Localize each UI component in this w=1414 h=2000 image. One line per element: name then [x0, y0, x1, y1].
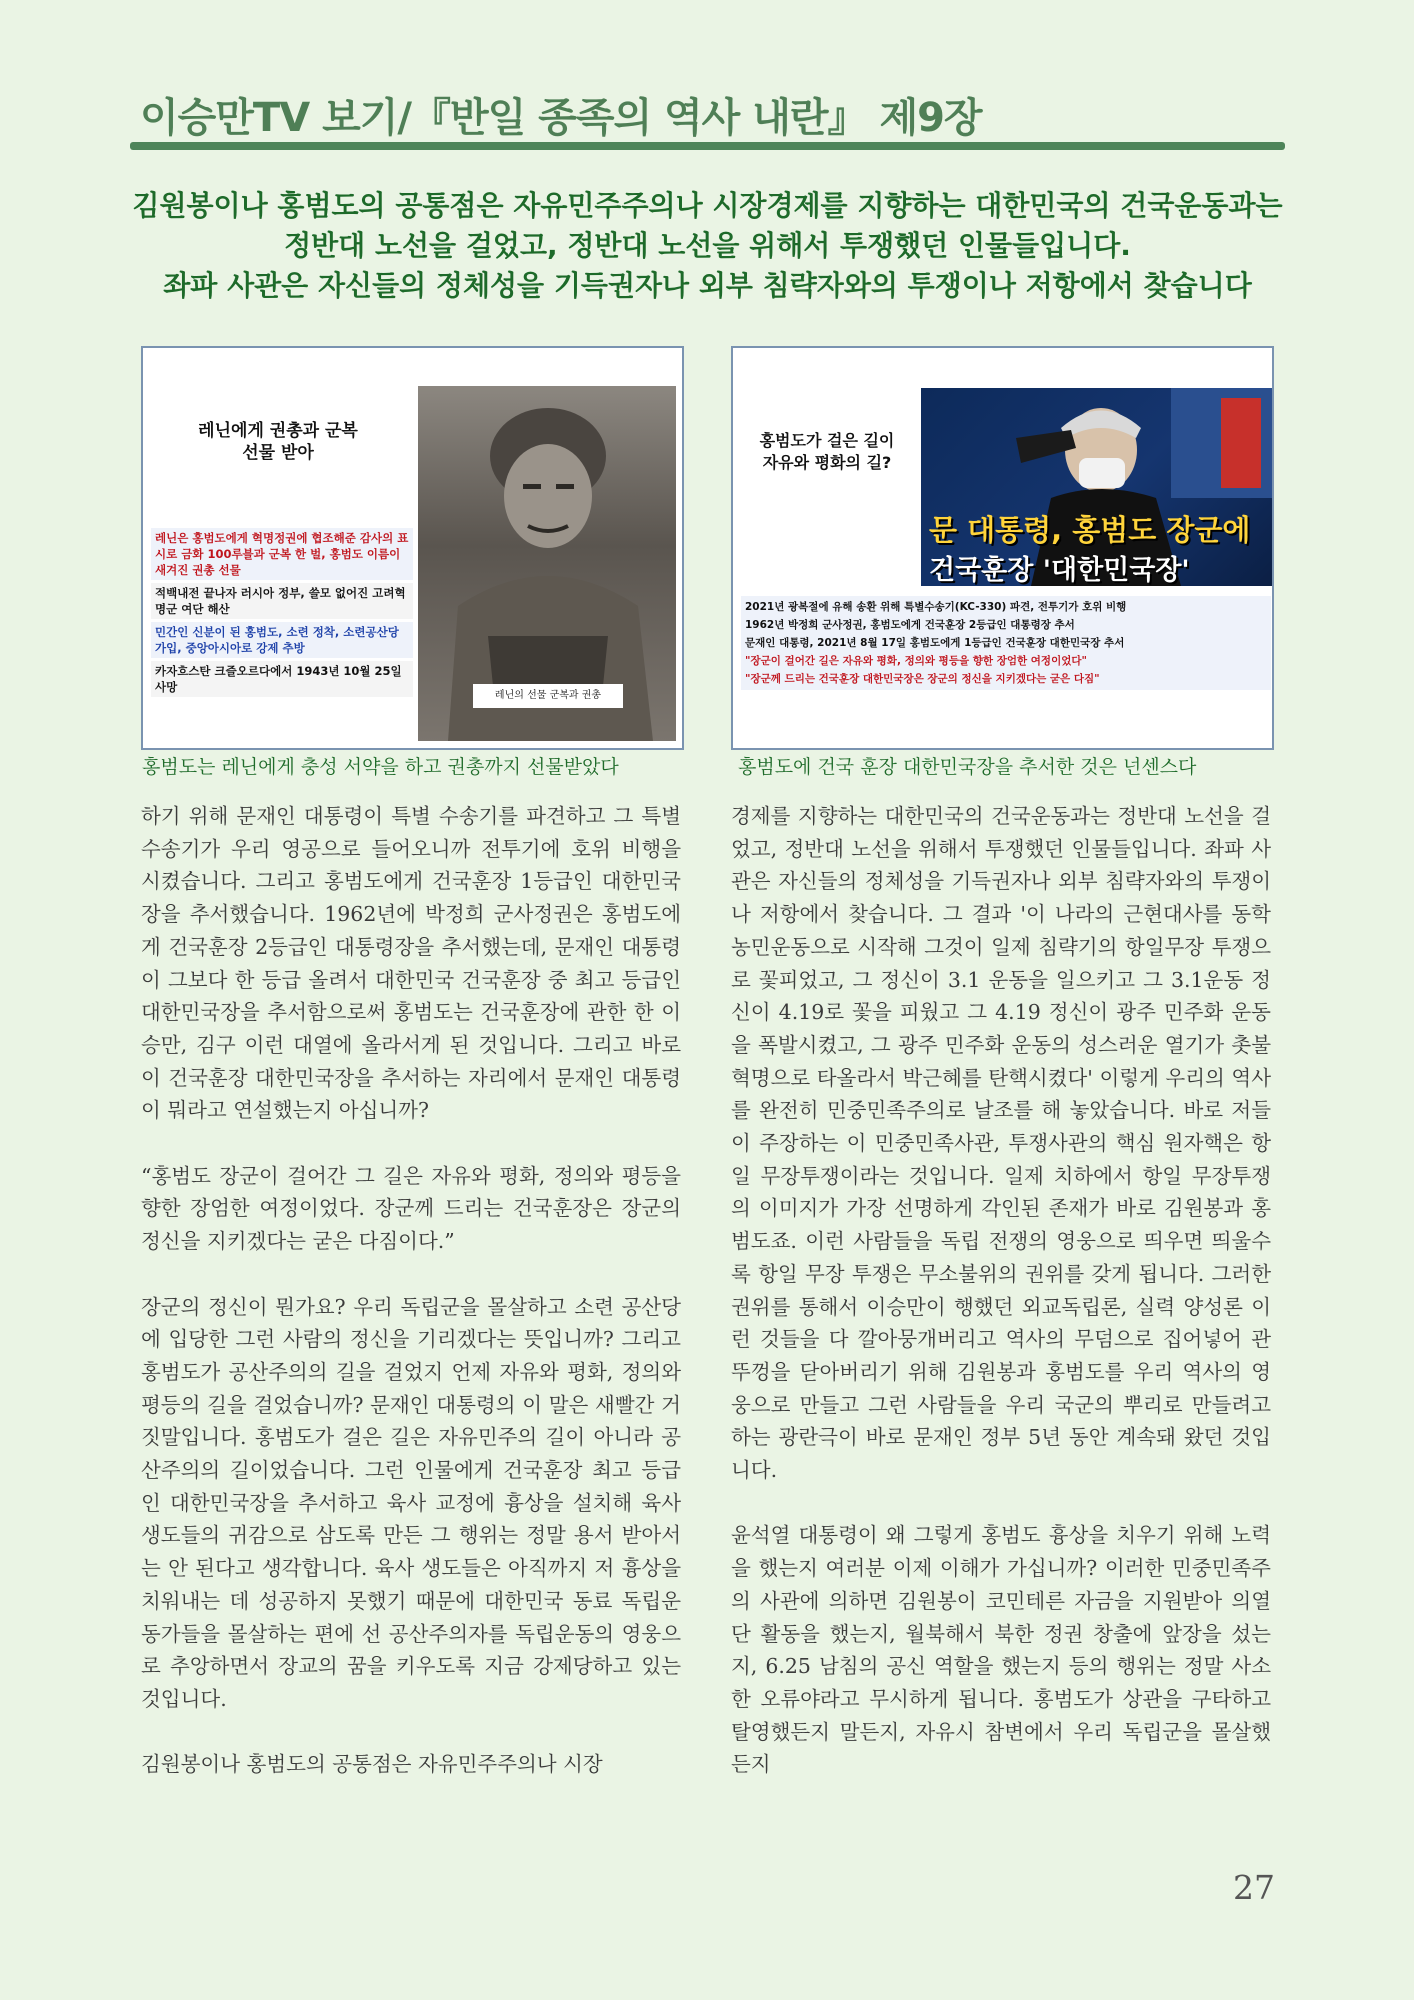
slide-note: 1962년 박정희 군사정권, 홍범도에게 건국훈장 2등급인 대통령장 추서	[745, 619, 1075, 631]
news-banner-line1: 문 대통령, 홍범도 장군에	[929, 513, 1251, 547]
slide-note: 민간인 신분이 된 홍범도, 소련 정착, 소련공산당 가입, 중앙아시아로 강제 추방	[151, 622, 413, 658]
slide-note: 카자흐스탄 크즐오르다에서 1943년 10월 25일 사망	[151, 661, 413, 697]
header-divider	[130, 142, 1285, 150]
body-paragraph: “홍범도 장군이 걸어간 그 길은 자유와 평화, 정의와 평등을 향한 장엄한 여정이었다. 장군께 드리는 건국훈장은 장군의 정신을 지키겠다는 굳은 다짐이다.”	[141, 1163, 681, 1254]
figure-caption: 홍범도에 건국 훈장 대한민국장을 추서한 것은 넌센스다	[738, 756, 1197, 778]
slide-note: 2021년 광복절에 유해 송환 위해 특별수송기(KC-330) 파견, 전투기가 호위 비행	[745, 601, 1127, 613]
photo-caption: 레닌의 선물 군복과 권총	[473, 684, 623, 708]
figure-caption: 홍범도는 레닌에게 충성 서약을 하고 권총까지 선물받았다	[142, 756, 619, 778]
slide-notes	[151, 528, 413, 700]
headline-line: 좌파 사관은 자신들의 정체성을 기득권자나 외부 침략자와의 투쟁이나 저항에서 찾습니다	[163, 269, 1252, 302]
body-column-left	[141, 800, 681, 1814]
body-column-right	[731, 800, 1271, 1814]
slide-title: 레닌에게 권총과 군복 선물 받아	[198, 421, 358, 463]
body-paragraph: 윤석열 대통령이 왜 그렇게 홍범도 흉상을 치우기 위해 노력을 했는지 여러분 이제 이해가 가십니까? 이러한 민중민족주의 사관에 의하면 김원봉이 코민테른 자금을 지원받아 의열단 활동을 했는지, 월북해서 북한 정권 창출에 앞장을 섰는지, 6.25 남침의 공신 역할을 했는지 등의 행위는 정말 사소한 오류야라고 무시하게 됩니다. 홍범도가 상관을 구타하고 탈영했든지 말든지, 자유시 참변에서 우리 독립군을 몰살했든지	[731, 1523, 1271, 1777]
slide-note: 문재인 대통령, 2021년 8월 17일 홍범도에게 1등급인 건국훈장 대한민국장 추서	[745, 637, 1125, 649]
body-paragraph: 김원봉이나 홍범도의 공통점은 자유민주주의나 시장	[141, 1752, 603, 1777]
slide-notes	[741, 596, 1271, 690]
news-screenshot	[921, 388, 1272, 586]
news-banner-line2: 건국훈장 '대한민국장'	[929, 555, 1190, 586]
left-figure-image	[141, 346, 684, 750]
slide-quote: "장군이 걸어간 길은 자유와 평화, 정의와 평등을 향한 장엄한 여정이었다"	[745, 655, 1087, 667]
series-title: 이승만TV 보기/『반일 종족의 역사 내란』 제9장	[140, 95, 982, 141]
headline-line: 김원봉이나 홍범도의 공통점은 자유민주주의나 시장경제를 지향하는 대한민국의 건국운동과는	[132, 189, 1283, 222]
slide-quote: "장군께 드리는 건국훈장 대한민국장은 장군의 정신을 지키겠다는 굳은 다짐"	[745, 673, 1100, 685]
slide-note: 적백내전 끝나자 러시아 정부, 쓸모 없어진 고려혁명군 여단 해산	[151, 583, 413, 619]
slide-question: 홍범도가 걸은 길이 자유와 평화의 길?	[759, 431, 895, 472]
body-paragraph: 장군의 정신이 뭔가요? 우리 독립군을 몰살하고 소련 공산당에 입당한 그런 사람의 정신을 기리겠다는 뜻입니까? 그리고 홍범도가 공산주의의 길을 걸었지 언제 자유와 평화, 정의와 평등의 길을 걸었습니까? 문재인 대통령의 이 말은 새빨간 거짓말입니다. 홍범도가 걸은 길은 자유민주의 길이 아니라 공산주의의 길이었습니다. 그런 인물에게 건국훈장 최고 등급인 대한민국장을 추서하고 육사 교정에 흉상을 설치해 육사 생도들의 귀감으로 삼도록 만든 그 행위는 정말 용서 받아서는 안 된다고 생각합니다. 육사 생도들은 아직까지 저 흉상을 치워내는 데 성공하지 못했기 때문에 대한민국 동료 독립운동가들을 몰살하는 편에 선 공산주의자를 독립운동의 영웅으로 추앙하면서 장교의 꿈을 키우도록 지금 강제당하고 있는 것입니다.	[141, 1294, 681, 1711]
slide-note: 레닌은 홍범도에게 혁명정권에 협조해준 감사의 표시로 금화 100루블과 군복 한 벌, 홍범도 이름이 새겨진 권총 선물	[151, 528, 413, 580]
body-paragraph: 하기 위해 문재인 대통령이 특별 수송기를 파견하고 그 특별 수송기가 우리 영공으로 들어오니까 전투기에 호위 비행을 시켰습니다. 그리고 홍범도에게 건국훈장 1등급인 대한민국장을 추서했습니다. 1962년에 박정희 군사정권은 홍범도에게 건국훈장 2등급인 대통령장을 추서했는데, 문재인 대통령이 그보다 한 등급 올려서 대한민국 건국훈장 중 최고 등급인 대한민국장을 추서함으로써 홍범도는 건국훈장에 관한 한 이승만, 김구 이런 대열에 올라서게 된 것입니다. 그리고 바로 이 건국훈장 대한민국장을 추서하는 자리에서 문재인 대통령이 뭐라고 연설했는지 아십니까?	[141, 804, 681, 1123]
body-paragraph: 경제를 지향하는 대한민국의 건국운동과는 정반대 노선을 걸었고, 정반대 노선을 위해서 투쟁했던 인물들입니다. 좌파 사관은 자신들의 정체성을 기득권자나 외부 침략자와의 투쟁이나 저항에서 찾습니다. 그 결과 '이 나라의 근현대사를 동학 농민운동으로 시작해 그것이 일제 침략기의 항일무장 투쟁으로 꽃피었고, 그 정신이 3.1 운동을 일으키고 그 3.1운동 정신이 4.19로 꽃을 피웠고 그 4.19 정신이 광주 민주화 운동을 폭발시켰고, 그 광주 민주화 운동의 성스러운 열기가 촛불 혁명으로 타올라서 박근혜를 탄핵시켰다' 이렇게 우리의 역사를 완전히 민중민족주의로 날조를 해 놓았습니다. 바로 저들이 주장하는 이 민중민족사관, 투쟁사관의 핵심 원자핵은 항일 무장투쟁이라는 것입니다. 일제 치하에서 항일 무장투쟁의 이미지가 가장 선명하게 각인된 존재가 바로 김원봉과 홍범도죠. 이런 사람들을 독립 전쟁의 영웅으로 띄우면 띄울수록 항일 무장 투쟁은 무소불위의 권위를 갖게 됩니다. 그러한 권위를 통해서 이승만이 행했던 외교독립론, 실력 양성론 이런 것들을 다 깔아뭉개버리고 역사의 무덤으로 집어넣어 관뚜껑을 닫아버리기 위해 김원봉과 홍범도를 우리 역사의 영웅으로 만들고 그런 사람들을 우리 국군의 뿌리로 만들려고 하는 광란극이 바로 문재인 정부 5년 동안 계속돼 왔던 것입니다.	[731, 804, 1271, 1483]
page-number: 27	[1233, 1868, 1275, 1907]
headline-line: 정반대 노선을 걸었고, 정반대 노선을 위해서 투쟁했던 인물들입니다.	[284, 229, 1131, 262]
right-figure-image	[731, 346, 1274, 750]
headline	[130, 186, 1285, 306]
